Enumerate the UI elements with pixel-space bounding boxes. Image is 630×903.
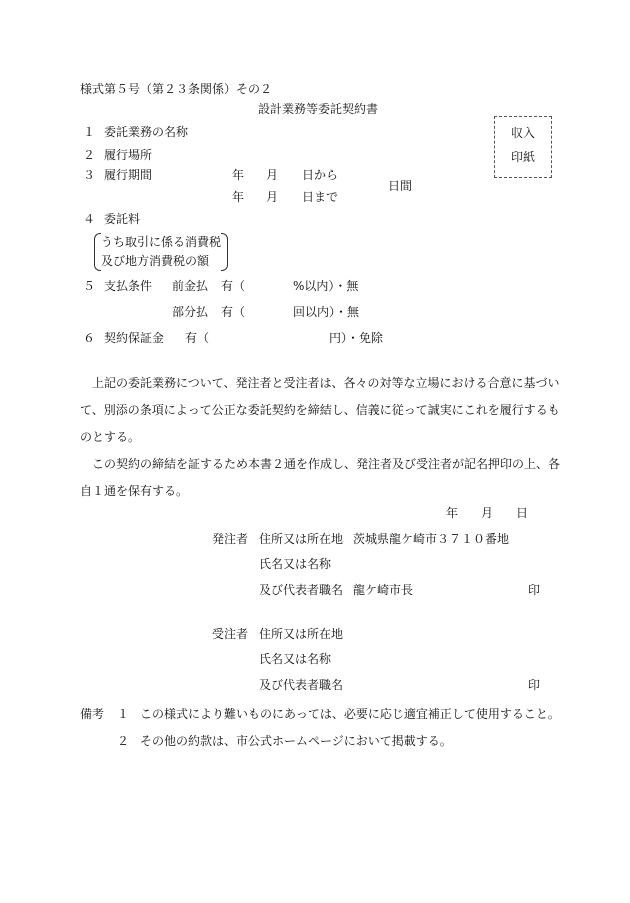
- stamp-box-line2: 印紙: [511, 150, 536, 164]
- orderer-address-label: 住所又は所在地: [259, 532, 344, 546]
- date-month: 月: [481, 506, 494, 520]
- tax-bracket-right: [221, 233, 228, 271]
- paragraph-1: [80, 370, 560, 451]
- date-day: 日: [516, 506, 529, 520]
- contractor-seal-mark: 印: [528, 678, 541, 692]
- paragraph-1-line2: て、別添の条項によって公正な委託契約を締結し、信義に従って誠実にこれを履行するも: [80, 403, 560, 417]
- paragraph-1-line1: 上記の委託業務について、発注者と受注者は、各々の対等な立場における合意に基づい: [92, 376, 560, 390]
- advance-payment-label: 前金払: [172, 279, 209, 293]
- orderer-name-label: 氏名又は名称: [259, 557, 332, 571]
- form-number: 様式第５号（第２３条関係）その２: [80, 82, 273, 96]
- remark1-number: １: [117, 707, 130, 721]
- tax-bracket-left: [94, 233, 101, 271]
- item1-number: １: [83, 125, 96, 139]
- contractor-name-label: 氏名又は名称: [259, 652, 332, 666]
- advance-payment-value: 有（ %以内）・無: [221, 279, 359, 293]
- orderer-rep-value: 龍ケ崎市長: [353, 583, 414, 597]
- item5-number: ５: [83, 279, 96, 293]
- item6-label: 契約保証金: [104, 331, 165, 345]
- remarks-label: 備考: [80, 707, 105, 721]
- contractor-address-label: 住所又は所在地: [259, 627, 344, 641]
- partial-payment-value: 有（ 回以内）・無: [221, 305, 360, 319]
- orderer-rep-label: 及び代表者職名: [259, 583, 344, 597]
- period-from-month: 月: [266, 168, 279, 182]
- tax-line1: うち取引に係る消費税: [101, 235, 222, 249]
- paragraph-1-line3: のとする。: [80, 430, 141, 444]
- paragraph-2-line2: 自１通を保有する。: [80, 484, 189, 498]
- remark2-number: ２: [117, 734, 130, 748]
- orderer-role: 発注者: [212, 532, 249, 546]
- item4-label: 委託料: [104, 212, 141, 226]
- contractor-rep-label: 及び代表者職名: [259, 678, 344, 692]
- period-to-day: 日まで: [302, 190, 339, 204]
- item2-label: 履行場所: [104, 148, 153, 162]
- item2-number: ２: [83, 148, 96, 162]
- period-from-year: 年: [232, 168, 245, 182]
- partial-payment-label: 部分払: [172, 305, 209, 319]
- orderer-address-value: 茨城県龍ケ崎市３７１０番地: [353, 532, 510, 546]
- stamp-box-line1: 収入: [511, 126, 536, 140]
- revenue-stamp-box: [494, 116, 552, 178]
- period-days: 日間: [388, 179, 413, 193]
- period-to-month: 月: [266, 190, 279, 204]
- item3-label: 履行期間: [104, 168, 153, 182]
- item1-label: 委託業務の名称: [104, 125, 189, 139]
- paragraph-2: [80, 451, 560, 505]
- orderer-seal-mark: 印: [528, 583, 541, 597]
- date-year: 年: [446, 506, 459, 520]
- paragraph-2-line1: この契約の締結を証するため本書２通を作成し、発注者及び受注者が記名押印の上、各: [92, 457, 561, 471]
- remark1-text: この様式により難いものにあっては、必要に応じ適宜補正して使用すること。: [140, 707, 560, 721]
- remark2-text: その他の約款は、市公式ホームページにおいて掲載する。: [140, 734, 452, 748]
- period-to-year: 年: [232, 190, 245, 204]
- item5-label: 支払条件: [104, 279, 153, 293]
- document-title: 設計業務等委託契約書: [258, 102, 379, 116]
- item4-number: ４: [83, 212, 96, 226]
- item6-number: ６: [83, 331, 96, 345]
- item3-number: ３: [83, 168, 96, 182]
- tax-line2: 及び地方消費税の額: [101, 254, 210, 268]
- period-from-day: 日から: [302, 168, 339, 182]
- guarantee-value: 有（ 円）・免除: [185, 331, 384, 345]
- contractor-role: 受注者: [212, 627, 249, 641]
